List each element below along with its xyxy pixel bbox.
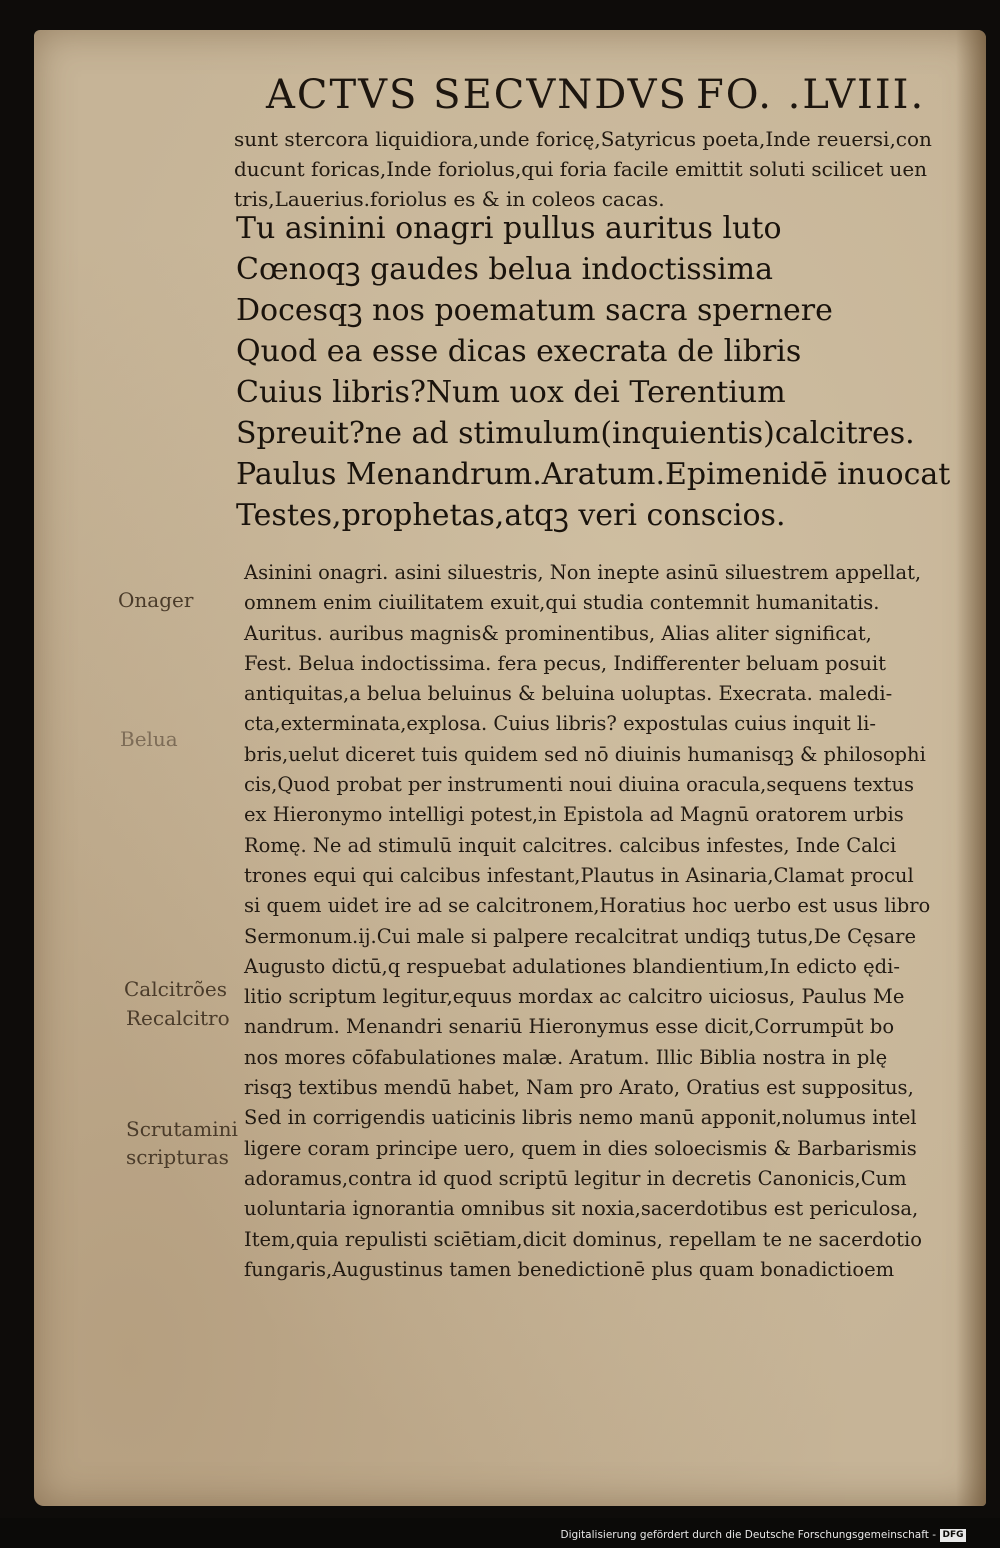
commentary-line: litio scriptum legitur,equus mordax ac calcitro uiciosus, Paulus Me — [244, 985, 905, 1009]
commentary-line: Auritus. auribus magnis& prominentibus, Alias aliter significat, — [244, 621, 872, 645]
marginal-gloss-recalcitro: Recalcitro — [126, 1006, 230, 1030]
commentary-line: Sermonum.ij.Cui male si palpere recalcitrat undiqꝫ tutus,De Cęsare — [244, 924, 917, 948]
digitization-credit — [560, 1527, 966, 1543]
verse-line: Testes,prophetas,atqꝫ veri conscios. — [236, 498, 786, 533]
verse-line: Tu asinini onagri pullus auritus luto — [236, 211, 782, 246]
commentary-top — [234, 124, 974, 214]
credit-text: Digitalisierung gefördert durch die Deutsche Forschungsgemeinschaft - — [560, 1529, 936, 1541]
commentary-line: omnem enim ciuilitatem exuit,qui studia contemnit humanitatis. — [244, 591, 880, 615]
commentary-line: risqꝫ textibus mendū habet, Nam pro Arato, Oratius est suppositus, — [244, 1076, 914, 1100]
verse-line: Paulus Menandrum.Aratum.Epimenidē inuocat — [236, 457, 951, 492]
folio-number: FO. .LVIII. — [696, 72, 926, 118]
commentary-block — [244, 558, 974, 1285]
commentary-line: uoluntaria ignorantia omnibus sit noxia,sacerdotibus est periculosa, — [244, 1197, 919, 1221]
commentary-line: ligere coram principe uero, quem in dies soloecismis & Barbarismis — [244, 1136, 917, 1160]
book-page — [34, 30, 986, 1506]
commentary-line: cta,exterminata,explosa. Cuius libris? expostulas cuius inquit li- — [244, 712, 876, 736]
commentary-line: Romę. Ne ad stimulū inquit calcitres. calcibus infestes, Inde Calci — [244, 833, 897, 857]
commentary-line: Item,quia repulisti sciētiam,dicit dominus, repellam te ne sacerdotio — [244, 1227, 922, 1251]
verse-line: Spreuit?ne ad stimulum(inquientis)calcitres. — [236, 416, 915, 451]
commentary-line: si quem uidet ire ad se calcitronem,Horatius hoc uerbo est usus libro — [244, 894, 931, 918]
verse-block — [236, 208, 976, 536]
commentary-line: bris,uelut diceret tuis quidem sed nō diuinis humanisqꝫ & philosophi — [244, 742, 926, 766]
commentary-line: cis,Quod probat per instrumenti noui diuina oracula,sequens textus — [244, 773, 915, 797]
commentary-line: Sed in corrigendis uaticinis libris nemo manū apponit,nolumus intel — [244, 1106, 917, 1130]
commentary-line: sunt stercora liquidiora,unde foricę,Satyricus poeta,Inde reuersi,con — [234, 127, 932, 151]
commentary-line: antiquitas,a belua beluinus & beluina uoluptas. Execrata. maledi- — [244, 682, 893, 706]
verse-line: Cuius libris?Num uox dei Terentium — [236, 375, 786, 410]
commentary-line: Augusto dictū,q respuebat adulationes blandientium,In edicto ędi- — [244, 954, 900, 978]
running-title: ACTVS SECVNDVS — [266, 72, 688, 118]
marginal-gloss-belua: Belua — [120, 727, 178, 751]
marginal-gloss-scrutamini: Scrutamini — [126, 1117, 238, 1141]
commentary-line: Asinini onagri. asini siluestris, Non inepte asinū siluestrem appellat, — [244, 561, 922, 584]
commentary-line: ex Hieronymo intelligi potest,in Epistola ad Magnū oratorem urbis — [244, 803, 904, 827]
commentary-line: nandrum. Menandri senariū Hieronymus esse dicit,Corrumpūt bo — [244, 1015, 895, 1039]
commentary-line: tris,Lauerius.foriolus es & in coleos cacas. — [234, 187, 665, 211]
commentary-line: Fest. Belua indoctissima. fera pecus, Indifferenter beluam posuit — [244, 651, 887, 675]
marginal-gloss-scripturas: scripturas — [126, 1145, 229, 1169]
verse-line: Cœnoqꝫ gaudes belua indoctissima — [236, 252, 774, 287]
marginal-gloss-calcitrones: Calcitrões — [124, 977, 227, 1001]
commentary-line: adoramus,contra id quod scriptū legitur in decretis Canonicis,Cum — [244, 1166, 907, 1190]
dfg-logo: DFG — [940, 1529, 966, 1542]
verse-line: Quod ea esse dicas execrata de libris — [236, 334, 802, 369]
commentary-line: nos mores cōfabulationes malæ. Aratum. Illic Biblia nostra in plę — [244, 1045, 888, 1069]
commentary-line: ducunt foricas,Inde foriolus,qui foria facile emittit soluti scilicet uen — [234, 157, 928, 181]
marginal-gloss-onager: Onager — [118, 588, 194, 612]
commentary-line: fungaris,Augustinus tamen benedictionē plus quam bonadictioem — [244, 1257, 895, 1281]
verse-line: Docesqꝫ nos poematum sacra spernere — [236, 293, 833, 328]
running-header — [266, 72, 956, 120]
commentary-line: trones equi qui calcibus infestant,Plautus in Asinaria,Clamat procul — [244, 863, 914, 887]
